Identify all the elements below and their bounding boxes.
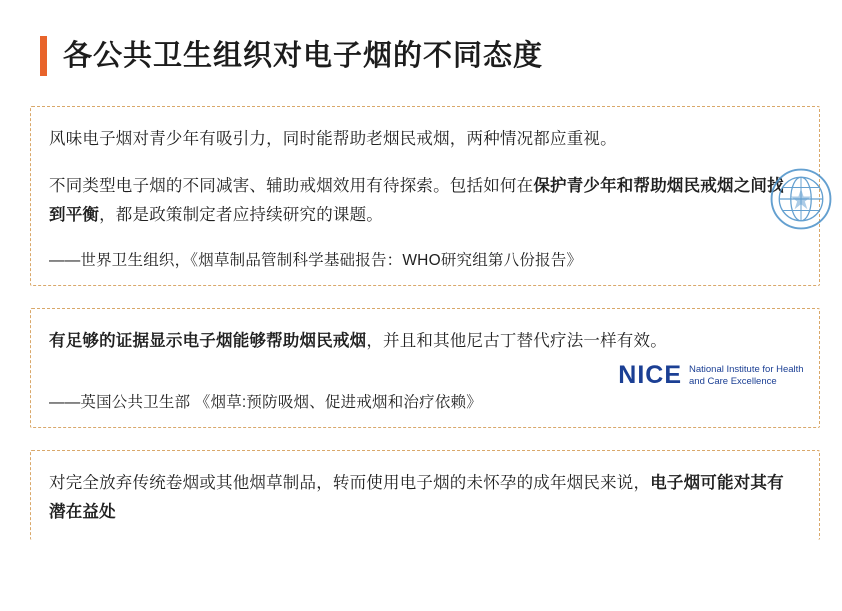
who-paragraph-2: 不同类型电子烟的不同减害、辅助戒烟效用有待探索。包括如何在保护青少年和帮助烟民戒烟之间找到平衡，都是政策制定者应持续研究的课题。 — [49, 176, 784, 224]
who-source: ——世界卫生组织，《烟草制品管制科学基础报告：WHO研究组第八份报告》 — [49, 251, 583, 269]
who-emblem-icon — [769, 167, 833, 231]
quote-block-who — [30, 106, 820, 286]
page-title: 各公共卫生组织对电子烟的不同态度 — [63, 39, 544, 72]
third-paragraph-1: 对完全放弃传统卷烟或其他烟草制品，转而使用电子烟的未怀孕的成年烟民来说，电子烟可能对其有潜在益处 — [49, 474, 784, 521]
who-paragraph-1: 风味电子烟对青少年有吸引力，同时能帮助老烟民戒烟，两种情况都应重视。 — [49, 130, 617, 148]
phe-source: ——英国公共卫生部 《烟草:预防吸烟、促进戒烟和治疗依赖》 — [49, 393, 482, 411]
quote-block-phe — [30, 308, 820, 428]
phe-paragraph-1: 有足够的证据显示电子烟能够帮助烟民戒烟，并且和其他尼古丁替代疗法一样有效。 — [49, 332, 667, 350]
nice-subtitle: National Institute for Health and Care Excellence — [689, 363, 804, 387]
nice-wordmark: NICE — [618, 361, 682, 389]
quote-blocks — [0, 106, 842, 540]
title-accent-bar — [40, 36, 47, 76]
page-title-row — [0, 0, 842, 76]
quote-block-third — [30, 450, 820, 540]
nice-logo-icon — [618, 361, 809, 390]
